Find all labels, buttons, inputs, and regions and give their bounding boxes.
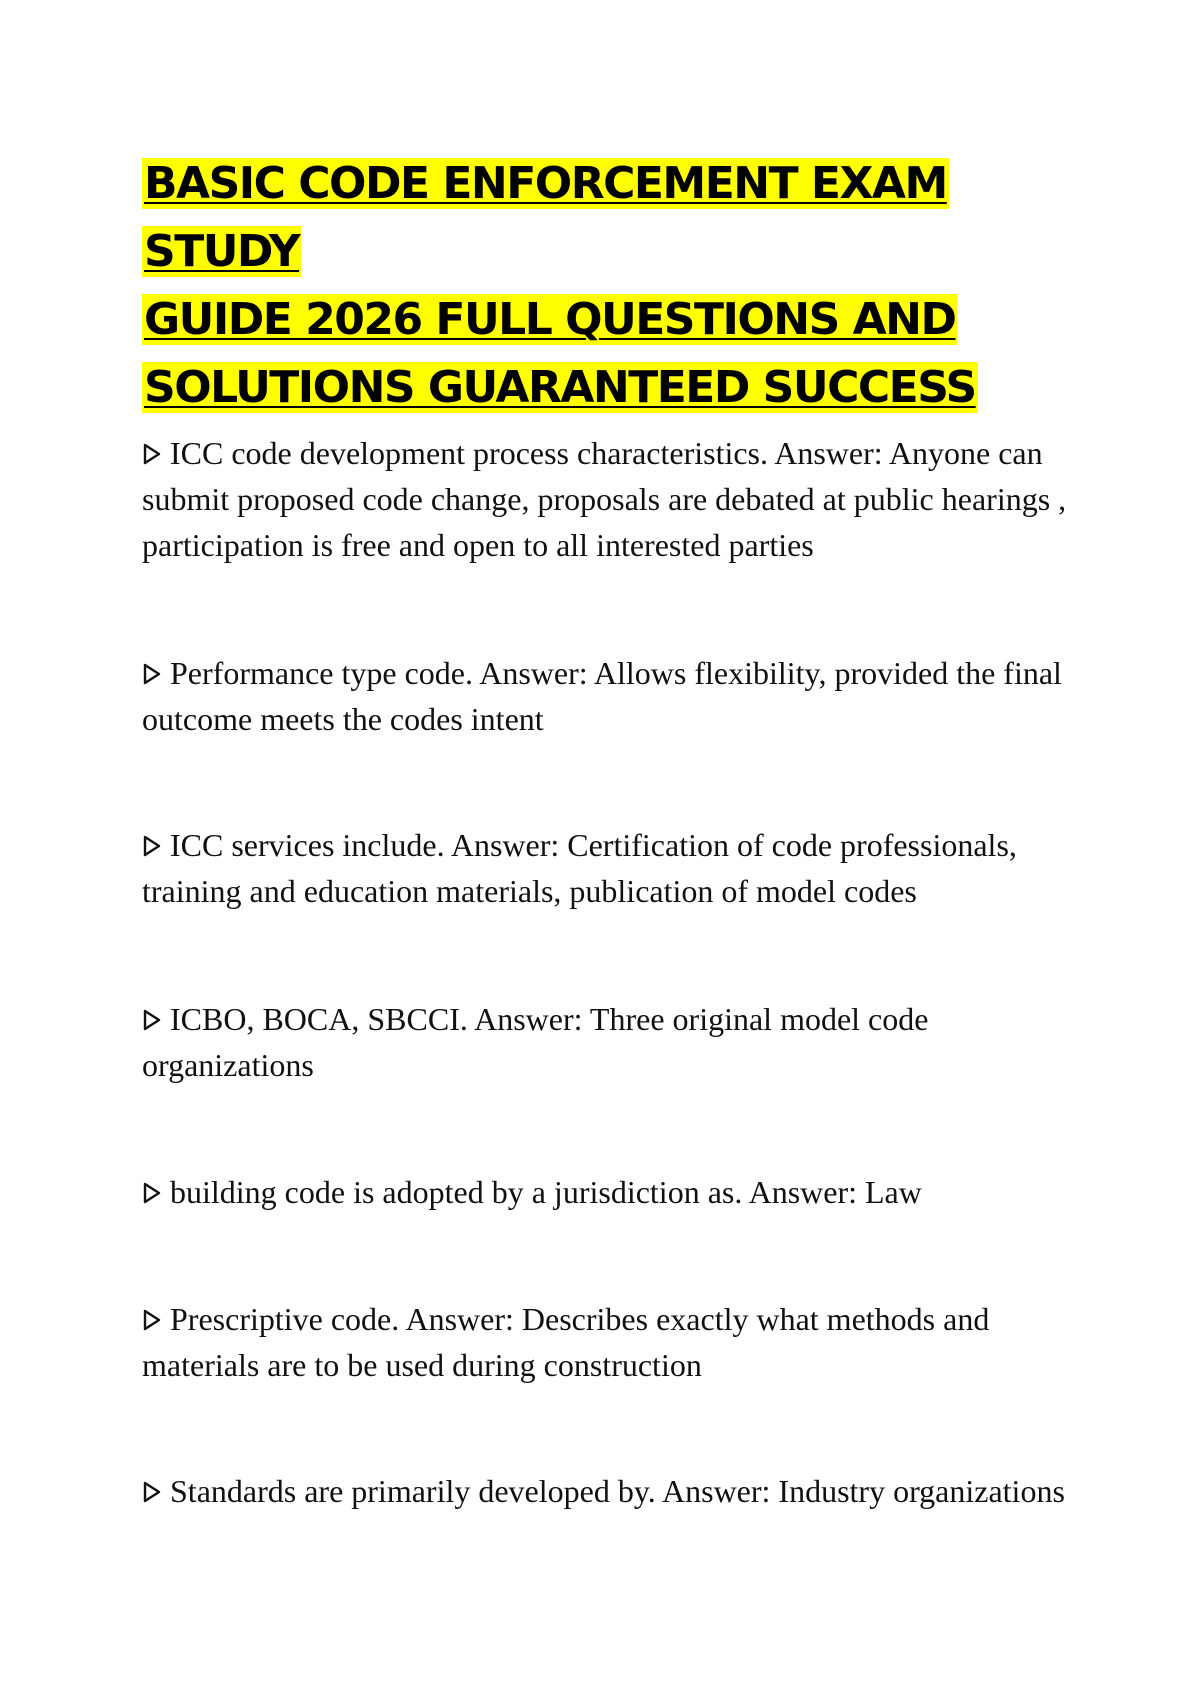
qa-item-4 — [142, 996, 1072, 1088]
qa-item-2 — [142, 650, 1072, 742]
title-line-1: BASIC CODE ENFORCEMENT EXAM STUDY — [144, 158, 947, 277]
triangle-arrow-icon — [142, 1181, 162, 1205]
document-page — [142, 150, 1072, 1509]
qa-item-6 — [142, 1296, 1072, 1388]
qa-item-text: ICC services include. Answer: Certification of code professionals, training and education materials, publication of model codes — [142, 827, 1017, 909]
qa-item-text: Prescriptive code. Answer: Describes exactly what methods and materials are to be used during construction — [142, 1301, 990, 1383]
qa-item-3 — [142, 822, 1072, 914]
qa-item-text: Standards are primarily developed by. Answer: Industry organizations — [170, 1473, 1065, 1509]
qa-item-7 — [142, 1468, 1072, 1514]
qa-item-text: ICBO, BOCA, SBCCI. Answer: Three original model code organizations — [142, 1001, 929, 1083]
triangle-arrow-icon — [142, 1008, 162, 1032]
triangle-arrow-icon — [142, 1308, 162, 1332]
title-line-3: SOLUTIONS GUARANTEED SUCCESS — [144, 362, 976, 413]
qa-item-5 — [142, 1169, 1072, 1215]
title-line-2: GUIDE 2026 FULL QUESTIONS AND — [144, 294, 956, 345]
qa-item-text: building code is adopted by a jurisdiction as. Answer: Law — [170, 1174, 922, 1210]
triangle-arrow-icon — [142, 662, 162, 686]
triangle-arrow-icon — [142, 834, 162, 858]
triangle-arrow-icon — [142, 442, 162, 466]
qa-item-1 — [142, 430, 1072, 568]
document-title — [142, 150, 1072, 422]
qa-item-text: Performance type code. Answer: Allows flexibility, provided the final outcome meets the codes intent — [142, 655, 1062, 737]
triangle-arrow-icon — [142, 1480, 162, 1504]
qa-item-text: ICC code development process characteristics. Answer: Anyone can submit proposed code change, proposals are debated at public hearings , participation is free and open to all interested parties — [142, 435, 1067, 563]
